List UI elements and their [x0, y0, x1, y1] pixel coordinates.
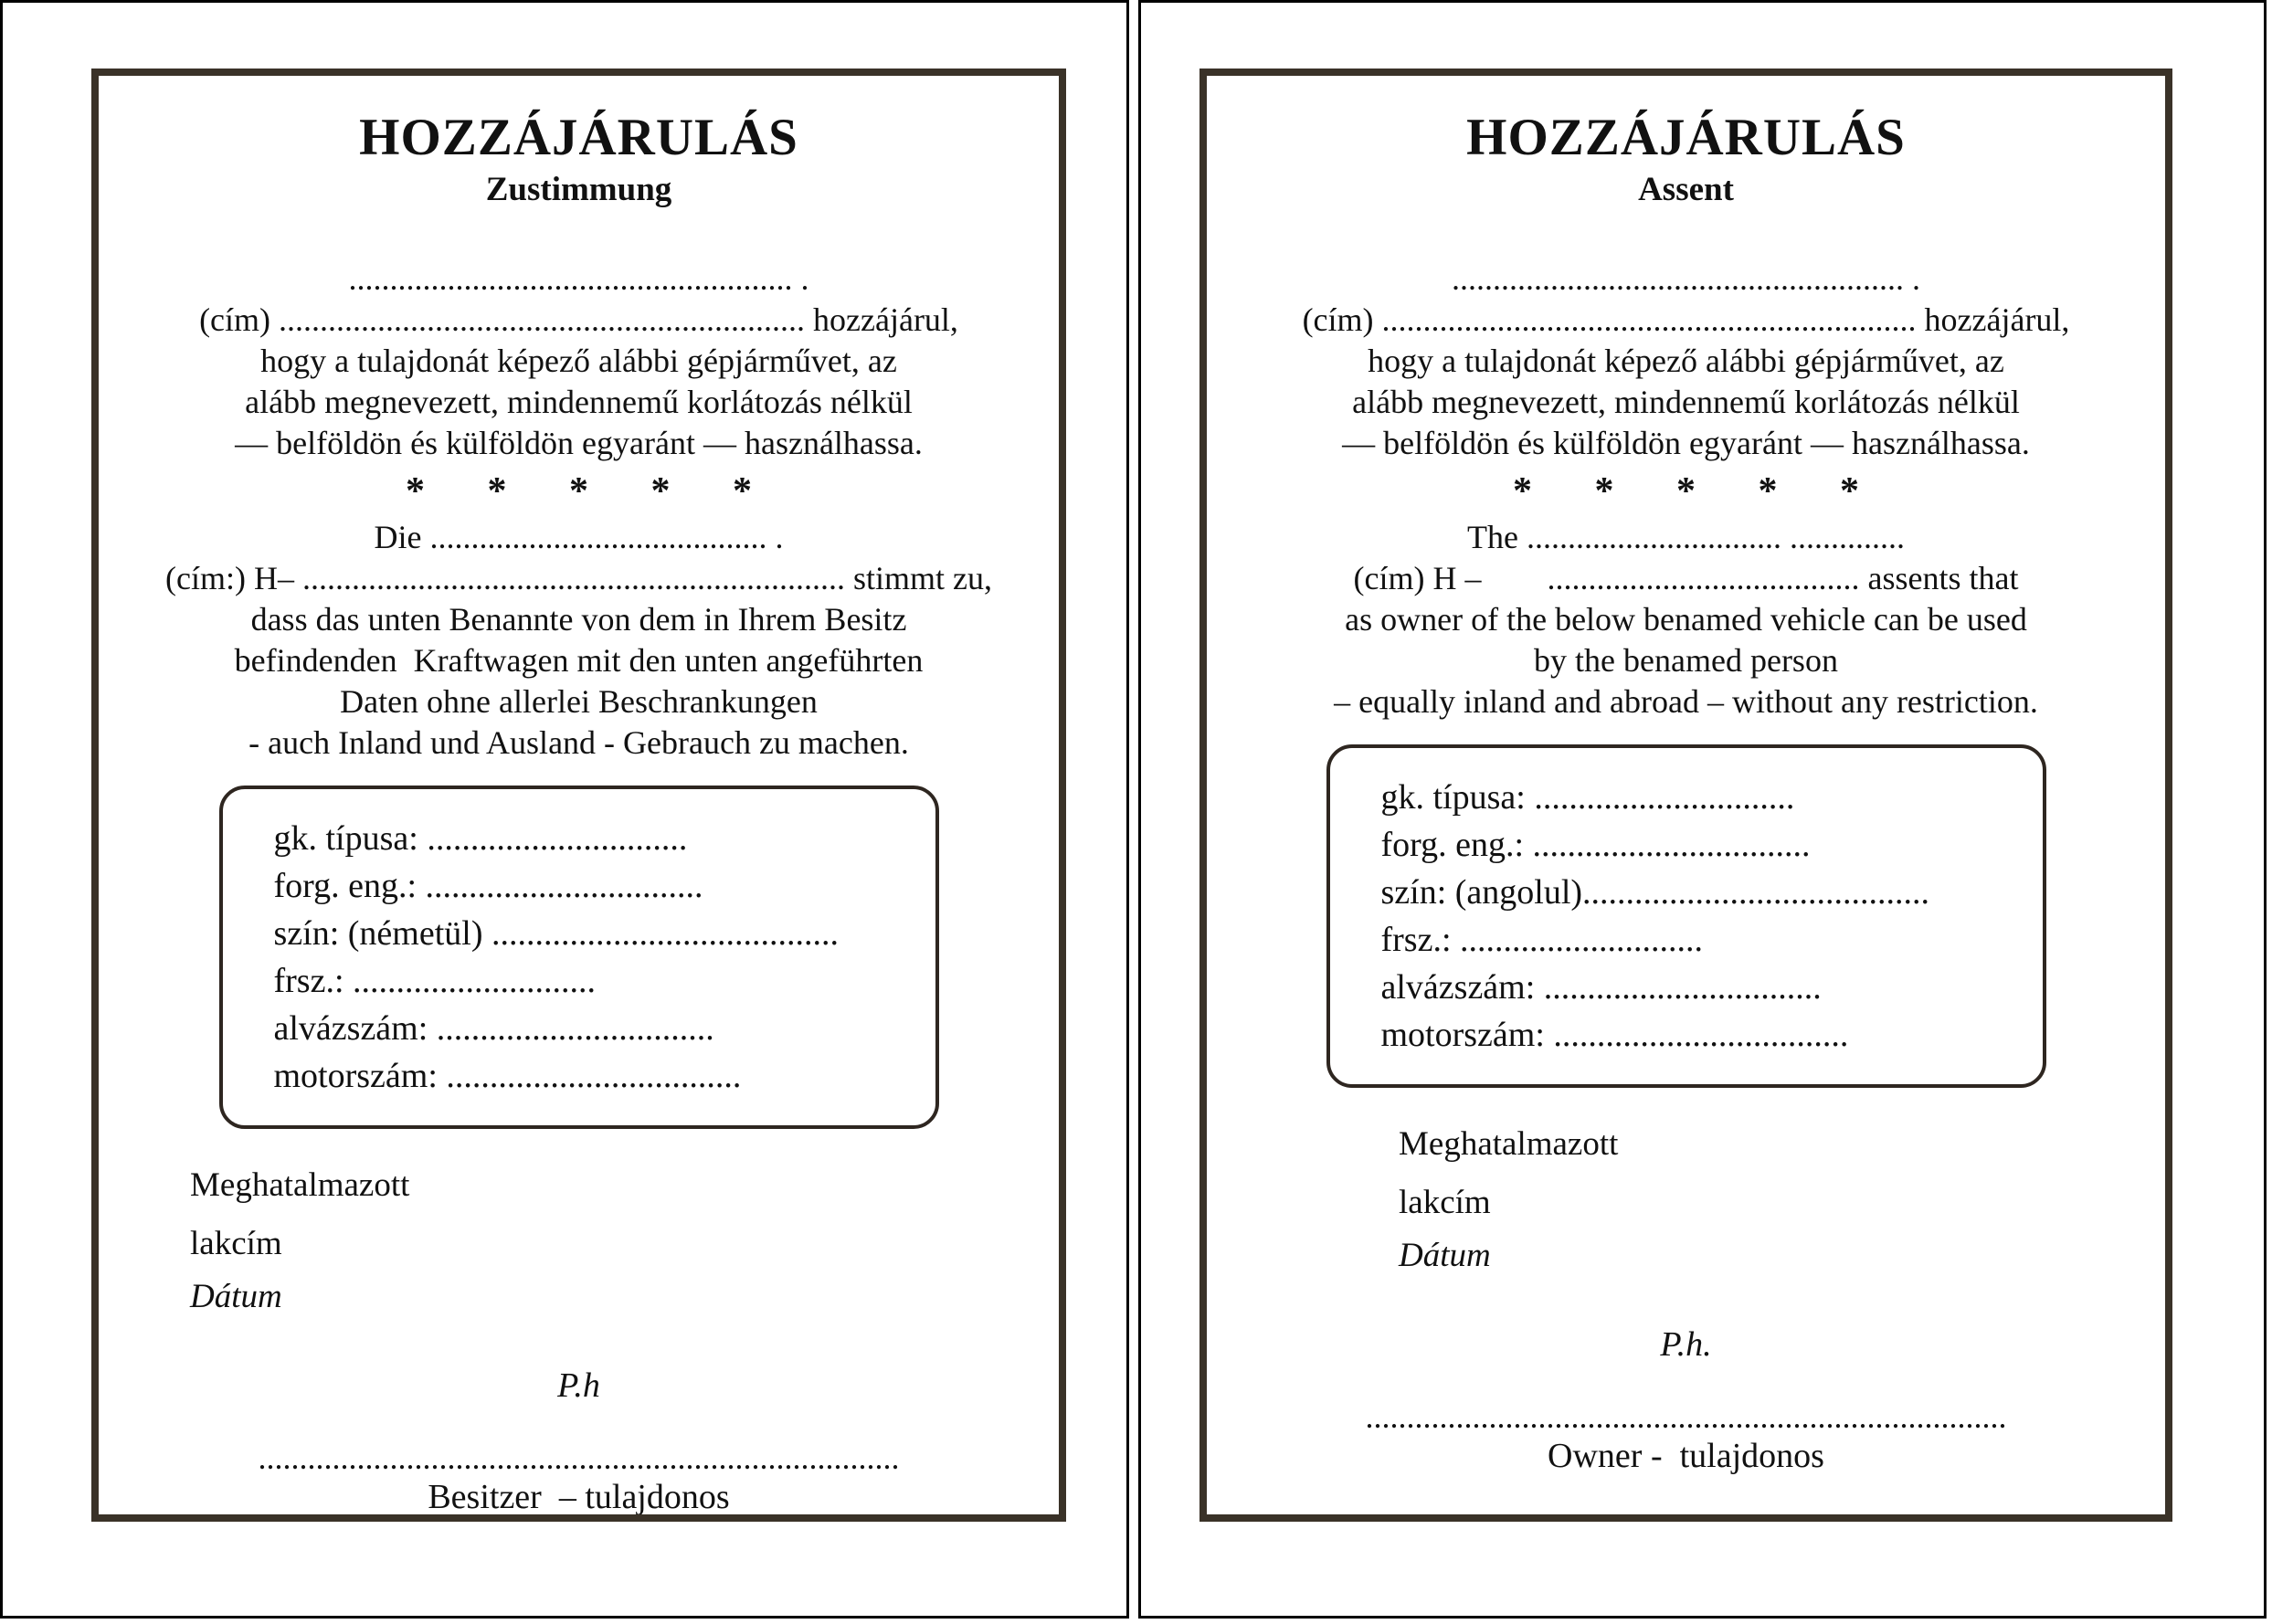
plate-number-field: frsz.: ............................: [273, 962, 597, 1000]
hungarian-consent-block: [1207, 258, 2165, 464]
form-subtitle: Zustimmung: [485, 171, 672, 208]
dotted-name-line: Die ......................................... .: [374, 519, 784, 555]
page-border-frame: [91, 69, 1066, 1522]
chassis-number-field: alvázszám: ................................: [273, 1009, 714, 1048]
page-content: [1207, 76, 2165, 1477]
page-border-frame: [1199, 69, 2172, 1522]
intro-line: hogy a tulajdonát képező alábbi gépjárművet, az: [260, 343, 897, 379]
body-line: as owner of the below benamed vehicle can be used: [1345, 601, 2027, 638]
address-fill-line: (cím) ................................................................. hozzájárul,: [1302, 301, 2070, 338]
date-label: Dátum: [190, 1278, 282, 1315]
plate-number-field: frsz.: ............................: [1380, 921, 1704, 959]
address-label: lakcím: [190, 1225, 282, 1262]
intro-line: — belföldön és külföldön egyaránt — használhassa.: [235, 425, 923, 461]
page-english: [1138, 0, 2267, 1619]
vehicle-details-box: [1326, 744, 2046, 1088]
hungarian-consent-block: [99, 258, 1059, 464]
owner-signature-label: Besitzer – tulajdonos: [428, 1478, 730, 1516]
german-consent-block: [99, 517, 1059, 764]
intro-line: alább megnevezett, mindennemű korlátozás nélkül: [245, 384, 913, 420]
color-field: szín: (angolul)........................................: [1380, 873, 1930, 912]
asterisk-separator: * * * * *: [406, 470, 752, 512]
stamp-place-label: P.h: [557, 1366, 600, 1405]
english-consent-block: [1207, 517, 2165, 722]
date-label: Dátum: [1399, 1237, 1491, 1274]
authorized-person-label: Meghatalmazott: [190, 1166, 410, 1204]
body-line: befindenden Kraftwagen mit den unten angeführten: [234, 642, 924, 679]
body-line: dass das unten Benannte von dem in Ihrem Besitz: [250, 601, 907, 638]
dotted-name-line: ....................................................... .: [1452, 260, 1920, 297]
body-line: – equally inland and abroad – without any restriction.: [1334, 683, 2038, 720]
asterisk-separator: * * * * *: [1513, 470, 1859, 512]
page-content: [99, 76, 1059, 1518]
chassis-number-field: alvázszám: ................................: [1380, 968, 1822, 1007]
vehicle-details-box: [219, 786, 939, 1129]
page-german: [0, 0, 1129, 1619]
intro-line: alább megnevezett, mindennemű korlátozás nélkül: [1352, 384, 2020, 420]
body-line: Daten ohne allerlei Beschrankungen: [340, 683, 818, 720]
dotted-name-line: The ............................... ..............: [1467, 519, 1905, 555]
address-fill-line: (cím:) H– .................................................................. stimmt zu,: [165, 560, 992, 596]
body-line: by the benamed person: [1534, 642, 1838, 679]
form-title: HOZZÁJÁRULÁS: [1466, 109, 1906, 166]
signature-line: ..............................................................................: [1365, 1398, 2007, 1435]
color-field: szín: (németül) ........................................: [273, 914, 839, 953]
dotted-name-line: ...................................................... .: [348, 260, 809, 297]
vehicle-type-field: gk. típusa: ..............................: [273, 819, 688, 858]
stamp-place-label: P.h.: [1660, 1325, 1712, 1364]
address-fill-line: (cím) ................................................................ hozzájárul,: [199, 301, 958, 338]
engine-number-field: motorszám: ..................................: [273, 1057, 742, 1095]
authorized-person-label: Meghatalmazott: [1399, 1125, 1619, 1163]
registration-field: forg. eng.: ................................: [1380, 826, 1811, 864]
body-line: - auch Inland und Ausland - Gebrauch zu machen.: [248, 724, 909, 761]
footer-block: [1207, 1124, 2165, 1477]
owner-signature-label: Owner - tulajdonos: [1548, 1437, 1824, 1475]
signature-line: ..............................................................................: [258, 1439, 900, 1476]
form-subtitle: Assent: [1638, 171, 1734, 208]
form-title: HOZZÁJÁRULÁS: [359, 109, 798, 166]
address-label: lakcím: [1399, 1184, 1491, 1221]
address-fill-line: (cím) H – ...................................... assents that: [1353, 560, 2019, 596]
intro-line: — belföldön és külföldön egyaránt — használhassa.: [1342, 425, 2030, 461]
registration-field: forg. eng.: ................................: [273, 867, 703, 905]
footer-block: [99, 1165, 1059, 1518]
intro-line: hogy a tulajdonát képező alábbi gépjárművet, az: [1368, 343, 2004, 379]
engine-number-field: motorszám: ..................................: [1380, 1016, 1849, 1054]
vehicle-type-field: gk. típusa: ..............................: [1380, 778, 1795, 817]
